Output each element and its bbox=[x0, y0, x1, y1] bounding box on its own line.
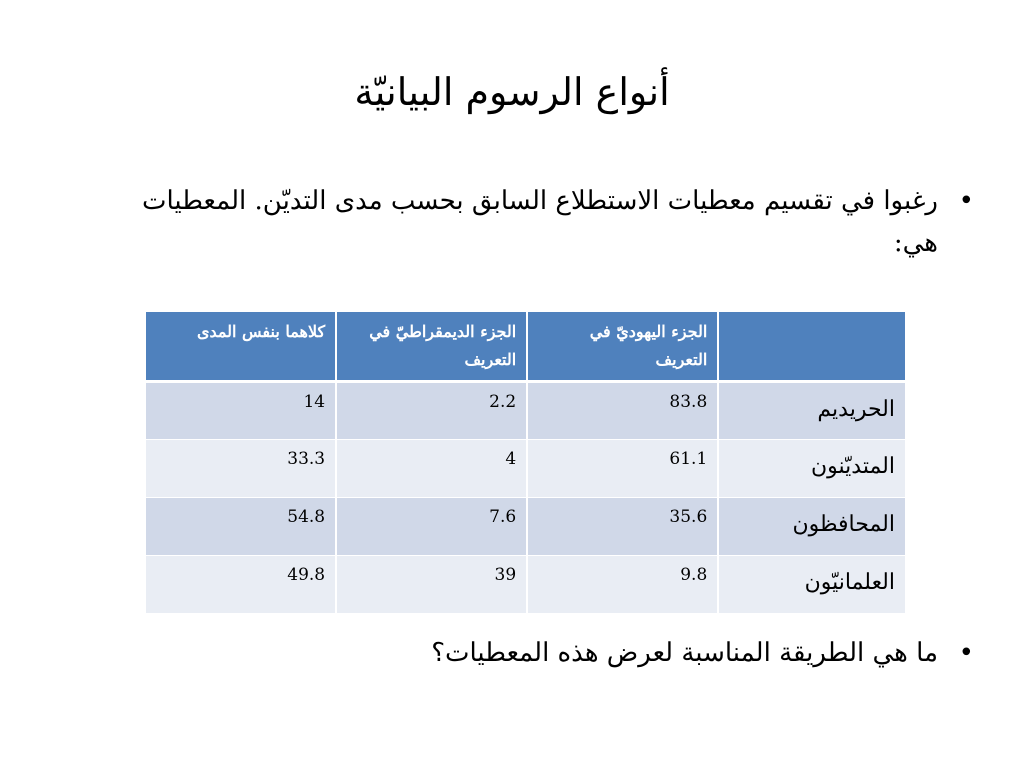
table-row-label: المتديّنون bbox=[718, 440, 906, 498]
table-row bbox=[145, 382, 906, 440]
table-header-row bbox=[145, 312, 906, 382]
table-header-both: كلاهما بنفس المدى bbox=[145, 312, 336, 382]
table-row-label: الحريديم bbox=[718, 382, 906, 440]
table-cell: 14 bbox=[145, 382, 336, 440]
table-row-label: العلمانيّون bbox=[718, 556, 906, 614]
table-cell: 49.8 bbox=[145, 556, 336, 614]
table-cell: 7.6 bbox=[336, 498, 527, 556]
table-header-democratic: الجزء الديمقراطيّ في التعريف bbox=[336, 312, 527, 382]
table-header-jewish: الجزء اليهوديّ في التعريف bbox=[527, 312, 718, 382]
table-row bbox=[145, 498, 906, 556]
bullet-text-2: ما هي الطريقة المناسبة لعرض هذه المعطيات؟ bbox=[431, 638, 938, 668]
table-header-cell-empty bbox=[718, 312, 906, 382]
table-cell: 61.1 bbox=[527, 440, 718, 498]
bullet-item-1 bbox=[118, 180, 974, 264]
slide-title: أنواع الرسوم البيانيّة bbox=[354, 70, 670, 114]
table-header bbox=[145, 312, 906, 382]
bullet-text-1: رغبوا في تقسيم معطيات الاستطلاع السابق بحسب مدى التديّن. المعطيات هي: bbox=[141, 186, 938, 258]
bullet-icon: • bbox=[958, 186, 974, 216]
table-cell: 83.8 bbox=[527, 382, 718, 440]
data-table bbox=[144, 311, 907, 614]
bullet-item-2 bbox=[118, 632, 974, 674]
table-cell: 39 bbox=[336, 556, 527, 614]
table-row-label: المحافظون bbox=[718, 498, 906, 556]
table-row bbox=[145, 556, 906, 614]
table-cell: 2.2 bbox=[336, 382, 527, 440]
table-cell: 35.6 bbox=[527, 498, 718, 556]
bullet-icon: • bbox=[958, 638, 974, 668]
table-body bbox=[145, 382, 906, 614]
table-cell: 9.8 bbox=[527, 556, 718, 614]
table-cell: 54.8 bbox=[145, 498, 336, 556]
table-cell: 4 bbox=[336, 440, 527, 498]
table-row bbox=[145, 440, 906, 498]
table-cell: 33.3 bbox=[145, 440, 336, 498]
